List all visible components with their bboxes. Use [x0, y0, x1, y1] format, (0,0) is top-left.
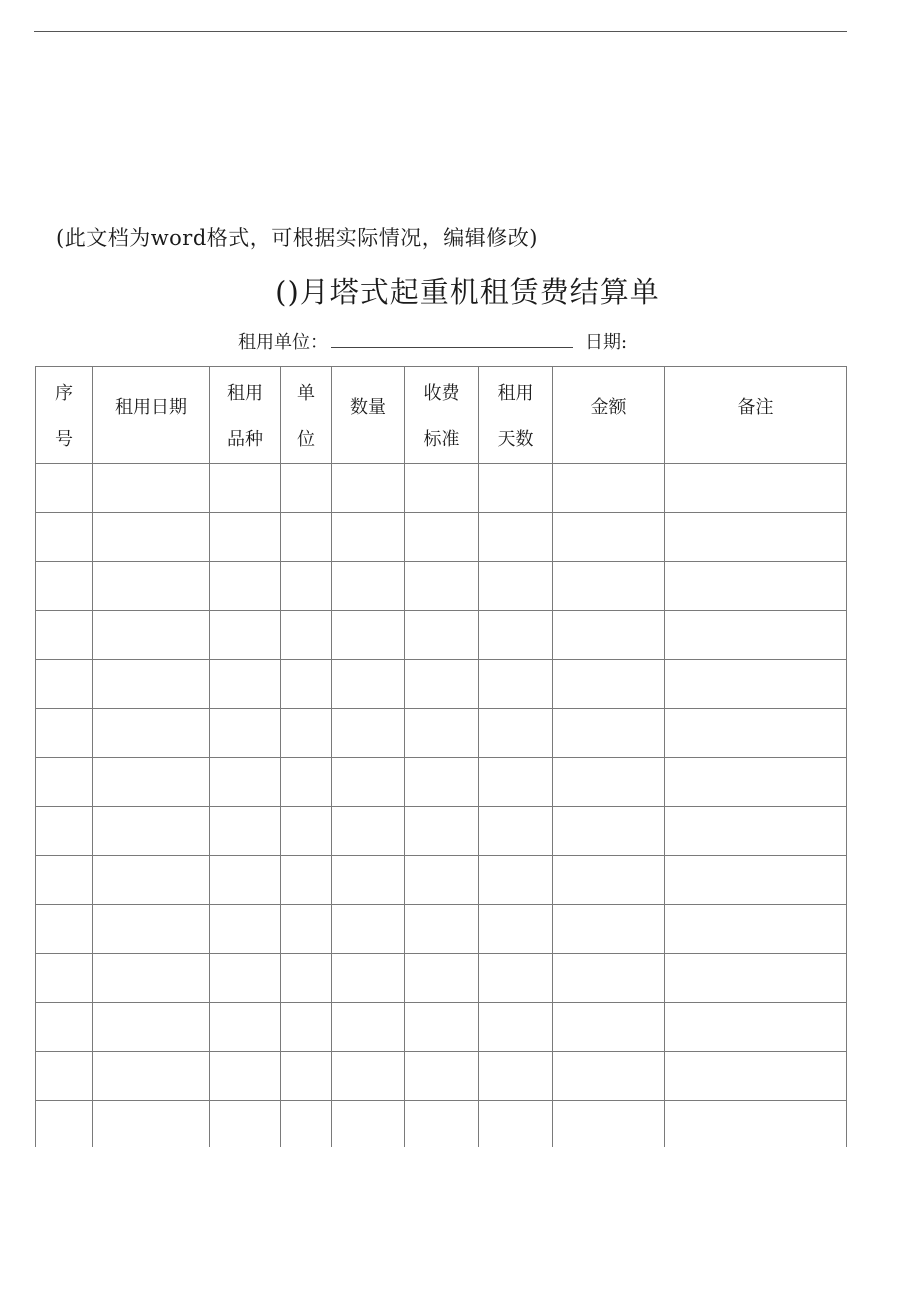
table-cell[interactable]	[479, 611, 553, 660]
table-cell[interactable]	[665, 611, 847, 660]
table-cell[interactable]	[93, 1101, 210, 1148]
rental-unit-label: 租用单位：	[238, 332, 328, 353]
table-cell[interactable]	[332, 954, 405, 1003]
table-cell[interactable]	[332, 464, 405, 513]
table-cell[interactable]	[281, 807, 332, 856]
table-cell[interactable]	[36, 905, 93, 954]
table-cell[interactable]	[665, 1101, 847, 1148]
header-rule	[34, 31, 847, 32]
document-title: ()月塔式起重机租赁费结算单	[275, 275, 660, 309]
col-header-variety: 租用 品种	[210, 367, 281, 464]
table-cell[interactable]	[36, 562, 93, 611]
table-row	[36, 562, 847, 611]
col-header-unit: 单 位	[281, 367, 332, 464]
table-cell[interactable]	[553, 905, 665, 954]
table-cell[interactable]	[405, 954, 479, 1003]
table-cell[interactable]	[665, 562, 847, 611]
table-cell[interactable]	[665, 709, 847, 758]
table-cell[interactable]	[479, 856, 553, 905]
table-cell[interactable]	[36, 464, 93, 513]
table-cell[interactable]	[281, 1052, 332, 1101]
table-row	[36, 758, 847, 807]
table-cell[interactable]	[281, 660, 332, 709]
table-cell[interactable]	[665, 660, 847, 709]
table-cell[interactable]	[665, 807, 847, 856]
table-row	[36, 1003, 847, 1052]
table-cell[interactable]	[405, 758, 479, 807]
table-cell[interactable]	[405, 1052, 479, 1101]
table-row	[36, 611, 847, 660]
table-cell[interactable]	[93, 562, 210, 611]
table-cell[interactable]	[210, 856, 281, 905]
table-cell[interactable]	[332, 856, 405, 905]
table-cell[interactable]	[210, 611, 281, 660]
table-cell[interactable]	[36, 709, 93, 758]
table-cell[interactable]	[36, 660, 93, 709]
table-cell[interactable]	[210, 758, 281, 807]
table-cell[interactable]	[553, 611, 665, 660]
table-cell[interactable]	[405, 709, 479, 758]
table-cell[interactable]	[553, 758, 665, 807]
table-cell[interactable]	[36, 758, 93, 807]
table-cell[interactable]	[210, 1052, 281, 1101]
table-row	[36, 856, 847, 905]
table-row	[36, 905, 847, 954]
table-row	[36, 709, 847, 758]
table-cell[interactable]	[332, 807, 405, 856]
table-cell[interactable]	[210, 709, 281, 758]
table-cell[interactable]	[479, 1101, 553, 1148]
table-cell[interactable]	[210, 562, 281, 611]
table-cell[interactable]	[405, 660, 479, 709]
table-cell[interactable]	[36, 856, 93, 905]
table-cell[interactable]	[93, 954, 210, 1003]
table-cell[interactable]	[553, 562, 665, 611]
table-cell[interactable]	[665, 464, 847, 513]
table-cell[interactable]	[93, 513, 210, 562]
table-cell[interactable]	[332, 562, 405, 611]
table-cell[interactable]	[332, 1101, 405, 1148]
table-cell[interactable]	[479, 807, 553, 856]
table-cell[interactable]	[93, 1003, 210, 1052]
table-cell[interactable]	[281, 611, 332, 660]
table-row	[36, 660, 847, 709]
table-cell[interactable]	[405, 807, 479, 856]
table-cell[interactable]	[479, 1003, 553, 1052]
table-cell[interactable]	[405, 1003, 479, 1052]
table-cell[interactable]	[332, 1003, 405, 1052]
table-cell[interactable]	[93, 856, 210, 905]
table-cell[interactable]	[332, 905, 405, 954]
table-cell[interactable]	[553, 807, 665, 856]
table-cell[interactable]	[479, 709, 553, 758]
table-cell[interactable]	[405, 562, 479, 611]
table-cell[interactable]	[281, 562, 332, 611]
table-cell[interactable]	[281, 709, 332, 758]
table-cell[interactable]	[405, 513, 479, 562]
table-cell[interactable]	[210, 1101, 281, 1148]
table-cell[interactable]	[553, 1101, 665, 1148]
table-cell[interactable]	[405, 1101, 479, 1148]
format-note: (此文档为word格式，可根据实际情况，编辑修改)	[56, 226, 538, 250]
table-cell[interactable]	[281, 513, 332, 562]
table-cell[interactable]	[553, 856, 665, 905]
table-cell[interactable]	[93, 905, 210, 954]
table-cell[interactable]	[210, 464, 281, 513]
col-header-remarks: 备注	[665, 367, 847, 464]
table-cell[interactable]	[36, 807, 93, 856]
table-cell[interactable]	[93, 1052, 210, 1101]
table-cell[interactable]	[93, 758, 210, 807]
col-header-days: 租用 天数	[479, 367, 553, 464]
table-cell[interactable]	[93, 611, 210, 660]
table-cell[interactable]	[93, 660, 210, 709]
table-cell[interactable]	[36, 954, 93, 1003]
table-cell[interactable]	[36, 1052, 93, 1101]
table-cell[interactable]	[479, 954, 553, 1003]
table-cell[interactable]	[665, 856, 847, 905]
table-cell[interactable]	[281, 905, 332, 954]
table-cell[interactable]	[210, 1003, 281, 1052]
table-cell[interactable]	[332, 513, 405, 562]
col-header-quantity: 数量	[332, 367, 405, 464]
col-header-rent-date: 租用日期	[93, 367, 210, 464]
table-cell[interactable]	[281, 1101, 332, 1148]
table-cell[interactable]	[405, 856, 479, 905]
table-cell[interactable]	[405, 905, 479, 954]
table-cell[interactable]	[281, 464, 332, 513]
table-cell[interactable]	[281, 856, 332, 905]
table-cell[interactable]	[93, 709, 210, 758]
table-cell[interactable]	[332, 660, 405, 709]
table-cell[interactable]	[36, 1003, 93, 1052]
table-row	[36, 807, 847, 856]
settlement-table	[35, 366, 847, 1147]
col-header-seq: 序 号	[36, 367, 93, 464]
table-cell[interactable]	[210, 807, 281, 856]
table-cell[interactable]	[553, 513, 665, 562]
table-cell[interactable]	[553, 660, 665, 709]
table-cell[interactable]	[36, 611, 93, 660]
table-cell[interactable]	[332, 1052, 405, 1101]
table-cell[interactable]	[665, 758, 847, 807]
table-cell[interactable]	[479, 758, 553, 807]
table-cell[interactable]	[281, 1003, 332, 1052]
table-cell[interactable]	[210, 660, 281, 709]
table-cell[interactable]	[553, 464, 665, 513]
table-cell[interactable]	[479, 905, 553, 954]
table-cell[interactable]	[210, 513, 281, 562]
table-cell[interactable]	[93, 807, 210, 856]
table-cell[interactable]	[210, 954, 281, 1003]
table-cell[interactable]	[332, 758, 405, 807]
table-cell[interactable]	[479, 464, 553, 513]
table-cell[interactable]	[332, 611, 405, 660]
table-cell[interactable]	[553, 1052, 665, 1101]
table-cell[interactable]	[665, 1003, 847, 1052]
table-cell[interactable]	[281, 954, 332, 1003]
table-cell[interactable]	[479, 660, 553, 709]
table-row	[36, 954, 847, 1003]
rental-unit-field[interactable]	[331, 329, 573, 348]
header-row	[36, 367, 847, 464]
table-cell[interactable]	[665, 954, 847, 1003]
table-cell[interactable]	[405, 611, 479, 660]
col-header-amount: 金额	[553, 367, 665, 464]
table-cell[interactable]	[665, 1052, 847, 1101]
table-row	[36, 1052, 847, 1101]
table-cell[interactable]	[210, 905, 281, 954]
table-cell[interactable]	[281, 758, 332, 807]
col-header-rate: 收费 标准	[405, 367, 479, 464]
table-row	[36, 1101, 847, 1148]
table-cell[interactable]	[479, 513, 553, 562]
table-cell[interactable]	[665, 513, 847, 562]
table-cell[interactable]	[665, 905, 847, 954]
table-cell[interactable]	[93, 464, 210, 513]
table-cell[interactable]	[36, 1101, 93, 1148]
table-row	[36, 464, 847, 513]
table-cell[interactable]	[553, 954, 665, 1003]
table-cell[interactable]	[36, 513, 93, 562]
table-cell[interactable]	[479, 1052, 553, 1101]
date-label: 日期:	[585, 332, 628, 353]
table-cell[interactable]	[553, 1003, 665, 1052]
table-cell[interactable]	[405, 464, 479, 513]
table-cell[interactable]	[553, 709, 665, 758]
table-cell[interactable]	[332, 709, 405, 758]
table-cell[interactable]	[479, 562, 553, 611]
table-row	[36, 513, 847, 562]
info-line	[238, 328, 627, 354]
